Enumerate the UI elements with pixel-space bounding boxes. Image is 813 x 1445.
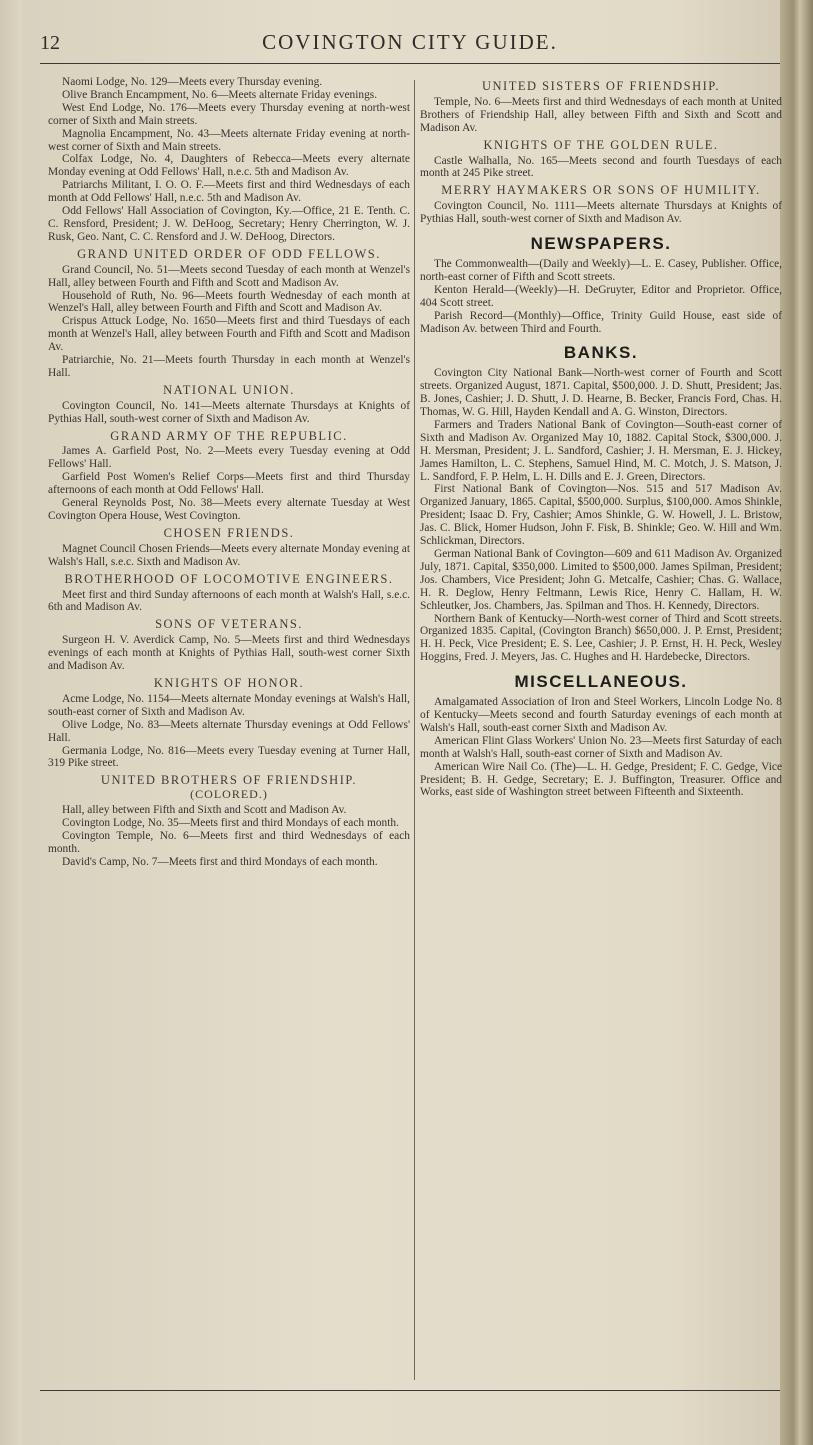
page-gutter	[0, 0, 22, 1445]
right-column	[420, 76, 782, 799]
directory-entry: Castle Walhalla, No. 165—Meets second and fourth Tuesdays of each month at 245 Pike street.	[420, 154, 782, 180]
directory-entry: Covington Council, No. 141—Meets alternate Thursdays at Knights of Pythias Hall, south-west corner of Sixth and Madison Av.	[48, 399, 410, 425]
section-heading: NATIONAL UNION.	[163, 382, 295, 397]
directory-entry: Crispus Attuck Lodge, No. 1650—Meets first and third Tuesdays of each month at Wenzel's Hall, alley between Fourth and Fifth and Scott and Madison Av.	[48, 315, 410, 354]
header-rule	[40, 63, 780, 64]
page-number: 12	[40, 32, 60, 54]
directory-entry: West End Lodge, No. 176—Meets every Thursday evening at north-west corner of Sixth and Main streets.	[48, 101, 410, 127]
section-heading: GRAND ARMY OF THE REPUBLIC.	[110, 428, 348, 443]
column-divider	[414, 80, 415, 1380]
directory-entry: First National Bank of Covington—Nos. 515 and 517 Madison Av. Organized January, 1865. Capital, $500,000. Surplus, $100,000. Amos Shinkle, President; Isaac D. Fry, Cashier; Amos Shinkle, G. W. Howell, J. L. Bristow, Jas. C. Blick, Homer Hudson, John F. Fisk, B. Shinkle; Geo. W. Hill and Wm. Schlickman, Directors.	[420, 483, 782, 548]
directory-entry: Garfield Post Women's Relief Corps—Meets first and third Thursday afternoons of each month at Odd Fellows' Hall.	[48, 471, 410, 497]
directory-entry: Northern Bank of Kentucky—North-west corner of Third and Scott streets. Organized 1835. Capital, (Covington Branch) $650,000. J. P. Ernst, President; H. H. Peck, Vice President; E. S. Lee, Cashier; J. P. Ernst, H. H. Peck, Wesley Hoggins, Fred. J. Meyers, Jas. C. Hughes and H. Hardebecke, Directors.	[420, 612, 782, 664]
section-heading: KNIGHTS OF HONOR.	[153, 675, 305, 690]
footer-rule	[40, 1390, 780, 1391]
directory-entry: American Flint Glass Workers' Union No. 23—Meets first Saturday of each month at Walsh's Hall, south-east corner of Sixth and Madison Av.	[420, 734, 782, 760]
directory-entry: Odd Fellows' Hall Association of Covington, Ky.—Office, 21 E. Tenth. C. C. Rensford, President; J. W. DeHoog, Secretary; Henry Cherrington, W. J. Rusk, Geo. Nant, C. C. Rensford and J. W. DeHoog, Directors.	[48, 205, 410, 243]
directory-entry: Colfax Lodge, No. 4, Daughters of Rebecca—Meets every alternate Monday evening at Odd Fellows' Hall, n.e.c. 5th and Madison Av.	[48, 153, 410, 179]
directory-entry: Kenton Herald—(Weekly)—H. DeGruyter, Editor and Proprietor. Office, 404 Scott street.	[420, 283, 782, 309]
directory-entry: Parish Record—(Monthly)—Office, Trinity Guild House, east side of Madison Av. between Third and Fourth.	[420, 309, 782, 335]
directory-entry: Patriarchs Militant, I. O. O. F.—Meets first and third Wednesdays of each month at Odd Fellows' Hall, n.e.c. 5th and Madison Av.	[48, 179, 410, 205]
category-heading: BANKS.	[563, 343, 639, 363]
directory-entry: Covington Temple, No. 6—Meets first and third Wednesdays of each month.	[48, 829, 410, 855]
directory-entry: General Reynolds Post, No. 38—Meets every alternate Tuesday at West Covington Opera House, West Covington.	[48, 497, 410, 522]
directory-entry: Magnolia Encampment, No. 43—Meets alternate Friday evening at north-west corner of Sixth and Main streets.	[48, 127, 410, 153]
category-heading: NEWSPAPERS.	[530, 234, 672, 254]
directory-entry: German National Bank of Covington—609 and 611 Madison Av. Organized July, 1871. Capital, $350,000. Limited to $500,000. James Spilman, President; Jos. Chambers, Vice President; John G. Metcalfe, Cashier; Chas. G. Wallace, H. R. Deglow, Henry Feltmann, Lewis Rice, Henry C. Hallam, H. W. Schleutker, Jos. Chambers, Jas. Spilman and Thos. H. Kennedy, Directors.	[420, 548, 782, 612]
directory-entry: Covington Council, No. 1111—Meets alternate Thursdays at Knights of Pythias Hall, south-west corner of Sixth and Madison Av.	[420, 200, 782, 226]
left-column	[48, 76, 410, 869]
directory-entry: Covington City National Bank—North-west corner of Fourth and Scott streets. Organized August, 1871. Capital, $500,000. J. D. Shutt, President; Jas. B. Jones, Cashier; J. D. Shutt, J. D. Hearne, B. Becker, Francis Ford, Chas. H. Thomas, W. G. Hill, Hayden Kendall and A. G. Winston, Directors.	[420, 367, 782, 419]
directory-entry: Farmers and Traders National Bank of Covington—South-east corner of Sixth and Madison Av. Organized May 10, 1882. Capital Stock, $300,000. J. H. Mersman, President; J. L. Sandford, Cashier; J. H. Mersman, E. J. Hickey, James Hamilton, L. C. Stephens, Samuel Hind, M. C. Motch, J. S. Matson, J. L. Sandford, F. P. Helm, L. H. Dills and E. J. Green, Directors.	[420, 418, 782, 483]
directory-entry: Surgeon H. V. Averdick Camp, No. 5—Meets first and third Wednesdays evenings of each month at Knights of Pythias Hall, south-west corner Sixth and Madison Av.	[48, 634, 410, 673]
section-heading: SONS OF VETERANS.	[155, 617, 303, 632]
running-title: COVINGTON CITY GUIDE.	[262, 30, 558, 54]
directory-entry: Meet first and third Sunday afternoons of each month at Walsh's Hall, s.e.c. 6th and Madison Av.	[48, 588, 410, 614]
section-heading: GRAND UNITED ORDER OF ODD FELLOWS.	[77, 246, 381, 261]
section-subheading: (COLORED.)	[190, 787, 268, 802]
directory-entry: Grand Council, No. 51—Meets second Tuesday of each month at Wenzel's Hall, alley between Fourth and Fifth and Scott and Madison Av.	[48, 263, 410, 289]
directory-entry: Patriarchie, No. 21—Meets fourth Thursday in each month at Wenzel's Hall.	[48, 354, 410, 379]
binding-edge	[780, 0, 813, 1445]
page-header	[40, 28, 780, 58]
directory-entry: David's Camp, No. 7—Meets first and third Mondays of each month.	[62, 855, 378, 868]
section-heading: KNIGHTS OF THE GOLDEN RULE.	[483, 137, 719, 152]
section-heading: UNITED SISTERS OF FRIENDSHIP.	[482, 79, 720, 93]
directory-entry: Magnet Council Chosen Friends—Meets every alternate Monday evening at Walsh's Hall, s.e.c. Sixth and Madison Av.	[48, 542, 410, 568]
directory-entry: Household of Ruth, No. 96—Meets fourth Wednesday of each month at Wenzel's Hall, alley between Fourth and Fifth and Scott and Madison Av.	[48, 289, 410, 315]
section-heading: UNITED BROTHERS OF FRIENDSHIP.	[100, 773, 358, 788]
directory-entry: Naomi Lodge, No. 129—Meets every Thursday evening.	[62, 76, 323, 88]
directory-entry: Olive Lodge, No. 83—Meets alternate Thursday evenings at Odd Fellows' Hall.	[48, 718, 410, 744]
directory-entry: The Commonwealth—(Daily and Weekly)—L. E. Casey, Publisher. Office, north-east corner of Fifth and Scott streets.	[420, 257, 782, 283]
directory-entry: Hall, alley between Fifth and Sixth and Scott and Madison Av.	[62, 804, 347, 817]
category-heading: MISCELLANEOUS.	[514, 672, 688, 692]
directory-entry: American Wire Nail Co. (The)—L. H. Gedge, President; F. C. Gedge, Vice President; B. H. Gedge, Secretary; E. J. Buffington, Treasurer. Office and Works, east side of Washington street between Fifteenth and Sixteenth.	[420, 760, 782, 799]
directory-entry: Germania Lodge, No. 816—Meets every Tuesday evening at Turner Hall, 319 Pike street.	[48, 744, 410, 770]
section-heading: CHOSEN FRIENDS.	[163, 525, 295, 540]
section-heading: MERRY HAYMAKERS OR SONS OF HUMILITY.	[441, 183, 761, 198]
section-heading: BROTHERHOOD OF LOCOMOTIVE ENGINEERS.	[64, 571, 394, 586]
directory-entry: Acme Lodge, No. 1154—Meets alternate Monday evenings at Walsh's Hall, south-east corner of Sixth and Madison Av.	[48, 692, 410, 718]
directory-entry: Amalgamated Association of Iron and Steel Workers, Lincoln Lodge No. 8 of Kentucky—Meets second and fourth Saturday evenings of each month at Walsh's Hall, south-east corner Sixth and Madison Av.	[420, 696, 782, 734]
directory-entry: James A. Garfield Post, No. 2—Meets every Tuesday evening at Odd Fellows' Hall.	[48, 445, 410, 471]
directory-entry: Covington Lodge, No. 35—Meets first and third Mondays of each month.	[62, 817, 399, 830]
directory-entry: Temple, No. 6—Meets first and third Wednesdays of each month at United Brothers of Friendship Hall, alley between Fifth and Sixth and Scott and Madison Av.	[420, 95, 782, 134]
directory-entry: Olive Branch Encampment, No. 6—Meets alternate Friday evenings.	[62, 88, 378, 101]
